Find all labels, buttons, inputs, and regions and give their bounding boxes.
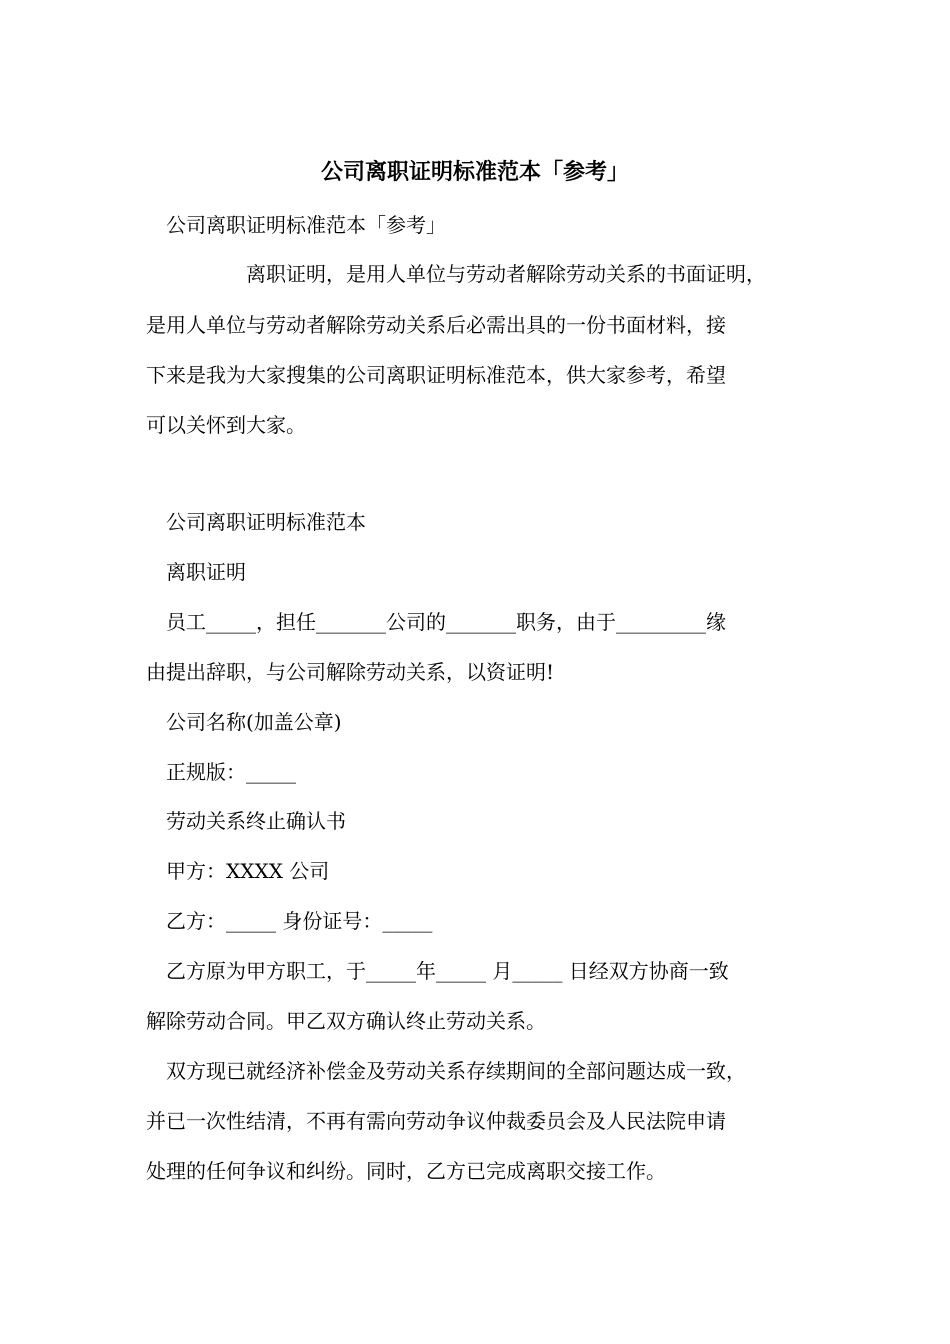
termination-heading: 劳动关系终止确认书 (166, 809, 346, 833)
settlement-line-2: 并已一次性结清，不再有需向劳动争议仲裁委员会及人民法院申请 (146, 1109, 726, 1133)
intro-line-3: 下来是我为大家搜集的公司离职证明标准范本，供大家参考，希望 (146, 363, 726, 387)
subtitle-line: 公司离职证明标准范本「参考」 (166, 213, 446, 237)
party-b-line: 乙方：_____ 身份证号：_____ (166, 909, 433, 933)
settlement-line-3: 处理的任何争议和纠纷。同时，乙方已完成离职交接工作。 (146, 1159, 666, 1183)
certificate-heading: 离职证明 (166, 560, 246, 584)
party-a-line: 甲方：XXXX 公司 (166, 859, 330, 883)
intro-line-2: 是用人单位与劳动者解除劳动关系后必需出具的一份书面材料，接 (146, 313, 726, 337)
company-name-line: 公司名称(加盖公章) (166, 710, 342, 734)
intro-line-4: 可以关怀到大家。 (146, 413, 306, 437)
certificate-body-line-2: 由提出辞职，与公司解除劳动关系，以资证明! (146, 660, 555, 684)
intro-line-1: 离职证明，是用人单位与劳动者解除劳动关系的书面证明， (246, 262, 766, 286)
formal-version-line: 正规版：_____ (166, 760, 296, 784)
certificate-body-line-1: 员工_____，担任_______公司的_______职务，由于_________缘 (166, 610, 726, 634)
termination-body-line-2: 解除劳动合同。甲乙双方确认终止劳动关系。 (146, 1009, 546, 1033)
settlement-line-1: 双方现已就经济补偿金及劳动关系存续期间的全部问题达成一致， (166, 1059, 746, 1083)
termination-body-line-1: 乙方原为甲方职工，于_____年_____ 月_____ 日经双方协商一致 (166, 959, 729, 983)
document-title: 公司离职证明标准范本「参考」 (320, 159, 629, 185)
section-heading: 公司离职证明标准范本 (166, 510, 366, 534)
